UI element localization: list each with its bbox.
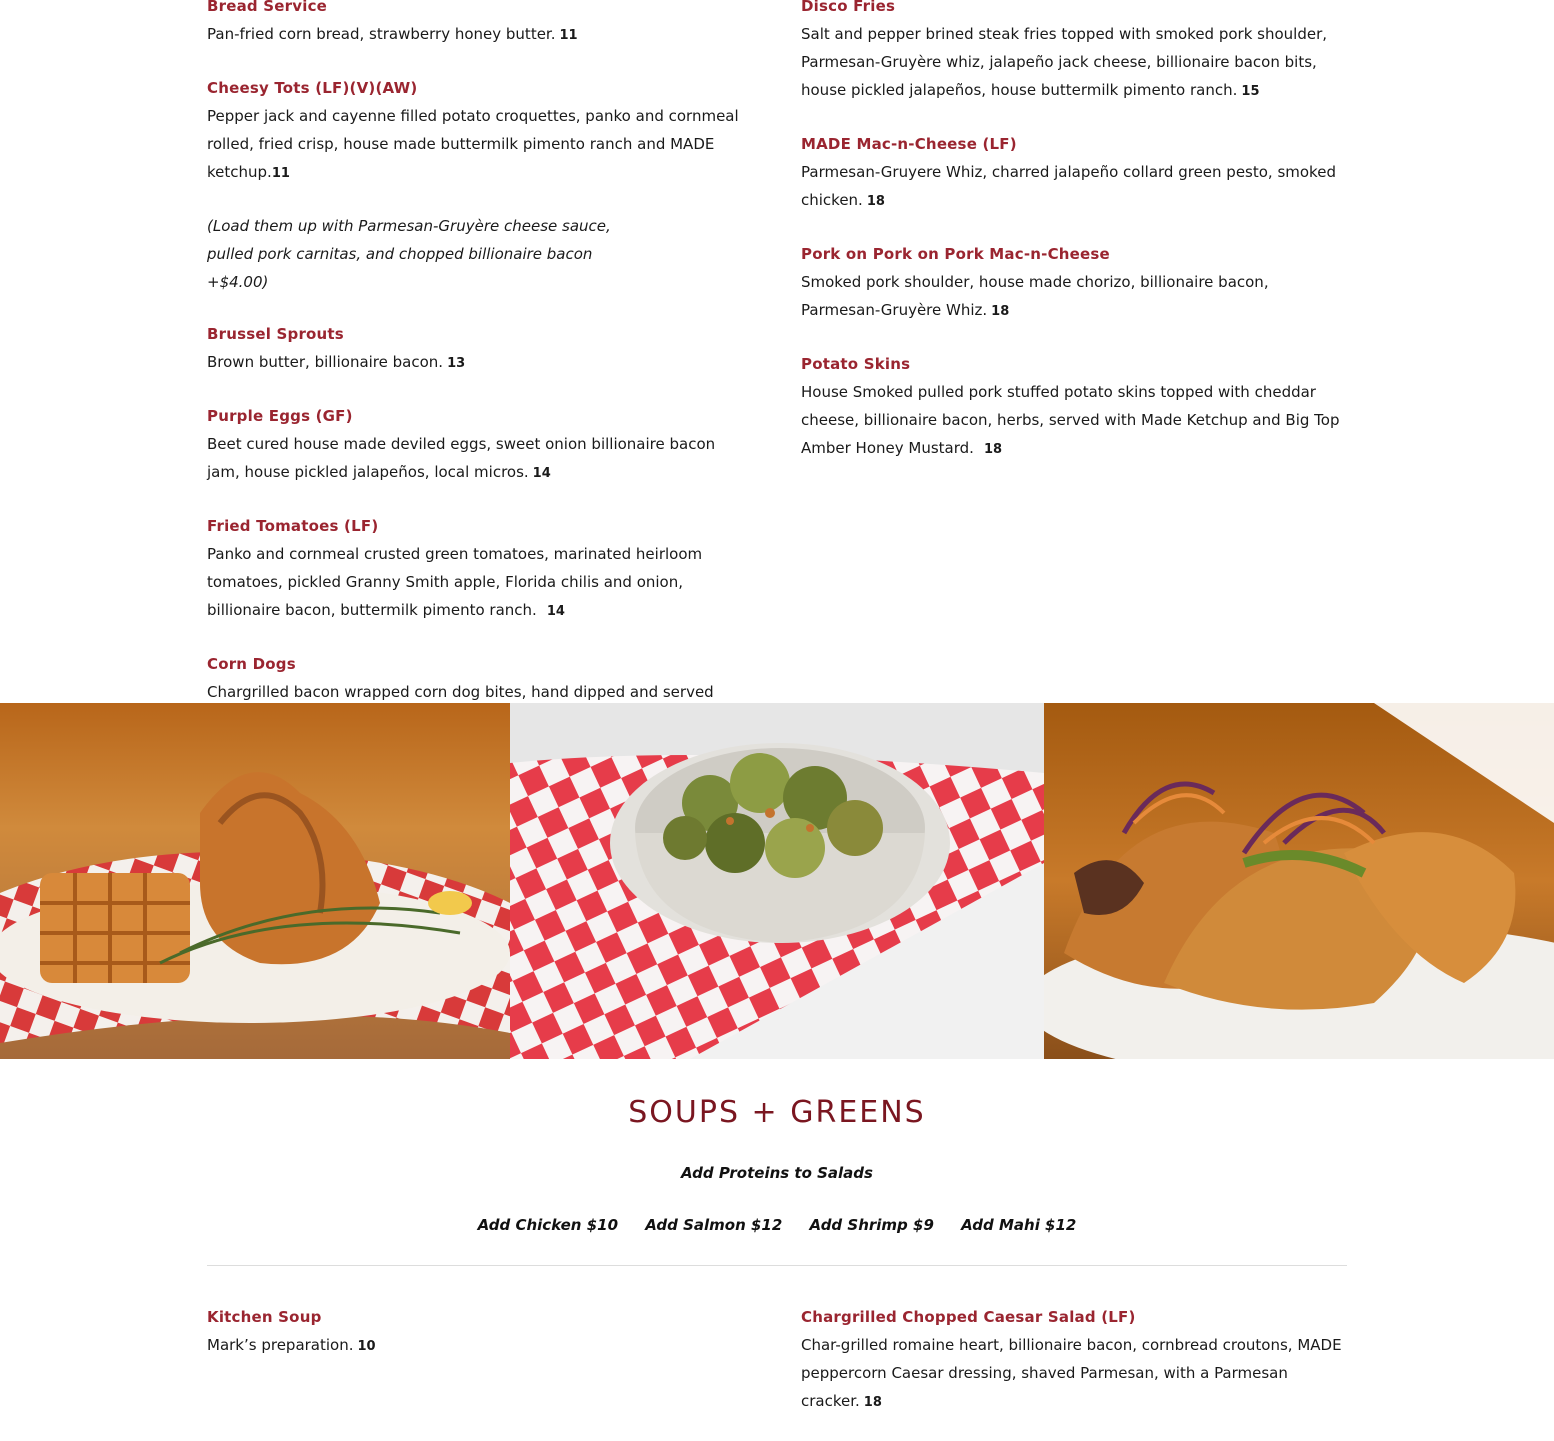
item-name: Kitchen Soup (207, 1308, 322, 1326)
item-price: 13 (447, 356, 466, 371)
item-price: 15 (1241, 84, 1260, 99)
section-title: SOUPS + GREENS (628, 1095, 926, 1130)
item-description: Smoked pork shoulder, house made chorizo, billionaire bacon, Parmesan-Gruyère Whiz. (801, 273, 1269, 319)
proteins-heading: Add Proteins to Salads (681, 1164, 873, 1182)
protein-addons (0, 1216, 1554, 1234)
item-price: 18 (866, 194, 885, 209)
item-name: Disco Fries (801, 0, 896, 15)
item-price: 11 (559, 28, 578, 43)
menu-item (207, 74, 747, 296)
item-price: 18 (863, 1395, 882, 1410)
item-price: 14 (532, 466, 551, 481)
addon-chicken: Add Chicken $10 (477, 1216, 619, 1234)
item-name: Corn Dogs (207, 655, 296, 673)
item-name: Cheesy Tots (LF)(V)(AW) (207, 79, 418, 97)
item-name: Potato Skins (801, 355, 911, 373)
menu-item (207, 402, 747, 488)
item-name: Bread Service (207, 0, 328, 15)
menu-item (801, 240, 1341, 326)
chicken-waffles-photo (0, 703, 510, 1059)
starters-left-column (207, 0, 747, 760)
divider (207, 1265, 1347, 1266)
menu-item (801, 130, 1341, 216)
item-description: Pan-fried corn bread, strawberry honey butter. (207, 25, 556, 43)
item-price: 11 (271, 166, 290, 181)
item-description: Parmesan-Gruyere Whiz, charred jalapeño collard green pesto, smoked chicken. (801, 163, 1336, 209)
soups-left-column (207, 1303, 747, 1385)
addon-shrimp: Add Shrimp $9 (809, 1216, 934, 1234)
item-name: Pork on Pork on Pork Mac-n-Cheese (801, 245, 1110, 263)
item-price: 18 (983, 442, 1003, 457)
item-name: Brussel Sprouts (207, 325, 344, 343)
item-description: Panko and cornmeal crusted green tomatoes, marinated heirloom tomatoes, pickled Granny Smith apple, Florida chilis and onion, billionaire bacon, buttermilk pimento ranch. (207, 545, 703, 619)
item-description: Salt and pepper brined steak fries topped with smoked pork shoulder, Parmesan-Gruyère whiz, jalapeño jack cheese, billionaire bacon bits, house pickled jalapeños, house buttermilk pimento ranch. (801, 25, 1328, 99)
item-name: Fried Tomatoes (LF) (207, 517, 379, 535)
item-price: 14 (546, 604, 565, 619)
addon-mahi: Add Mahi $12 (961, 1216, 1077, 1234)
menu-item (801, 350, 1341, 464)
item-description: House Smoked pulled pork stuffed potato skins topped with cheddar cheese, billionaire bacon, herbs, served with Made Ketchup and Big Top Amber Honey Mustard. (801, 383, 1340, 457)
starters-right-column (801, 0, 1341, 488)
brussel-sprouts-photo (510, 703, 1044, 1059)
item-name: MADE Mac-n-Cheese (LF) (801, 135, 1017, 153)
item-description: Beet cured house made deviled eggs, sweet onion billionaire bacon jam, house pickled jalapeños, local micros. (207, 435, 716, 481)
item-description: Chargrilled bacon wrapped corn dog bites, hand dipped and served (207, 683, 714, 701)
menu-item (801, 0, 1341, 106)
item-description: Char-grilled romaine heart, billionaire bacon, cornbread croutons, MADE peppercorn Caesar dressing, shaved Parmesan, with a Parmesan cracker. (801, 1336, 1342, 1410)
soups-right-column (801, 1303, 1361, 1441)
item-price: 18 (991, 304, 1010, 319)
menu-item (207, 512, 747, 626)
menu-item (207, 320, 747, 378)
item-description: Brown butter, billionaire bacon. (207, 353, 444, 371)
tacos-photo (1044, 703, 1554, 1059)
item-name: Purple Eggs (GF) (207, 407, 353, 425)
menu-item (207, 0, 747, 50)
food-photo-gallery (0, 703, 1554, 1059)
menu-item (801, 1303, 1361, 1417)
item-description: Mark’s preparation. (207, 1336, 354, 1354)
item-note: (Load them up with Parmesan-Gruyère cheese sauce, pulled pork carnitas, and chopped billionaire bacon +$4.00) (207, 217, 611, 291)
menu-item (207, 1303, 747, 1361)
item-price: 10 (357, 1339, 376, 1354)
item-description: Pepper jack and cayenne filled potato croquettes, panko and cornmeal rolled, fried crisp, house made buttermilk pimento ranch and MADE ketchup. (207, 107, 739, 181)
item-name: Chargrilled Chopped Caesar Salad (LF) (801, 1308, 1136, 1326)
addon-salmon: Add Salmon $12 (645, 1216, 783, 1234)
